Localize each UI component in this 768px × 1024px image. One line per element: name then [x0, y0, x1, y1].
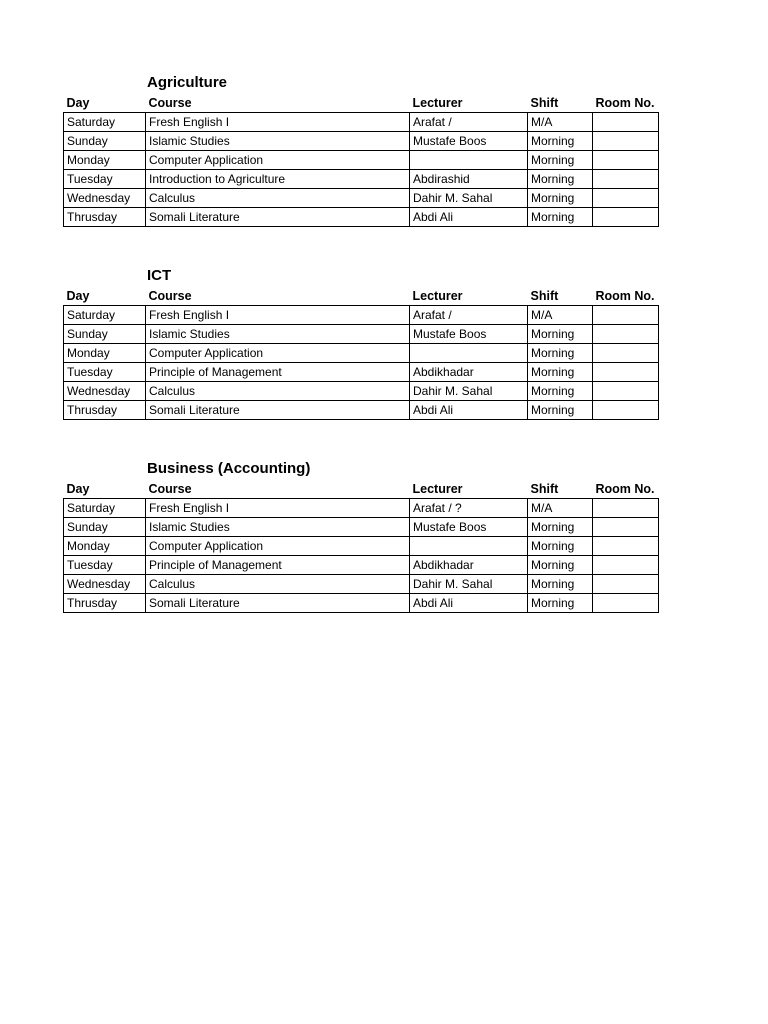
cell-room: [593, 537, 659, 556]
table-row: [64, 306, 659, 325]
cell-day: Tuesday: [64, 556, 146, 575]
header-day: Day: [64, 94, 146, 113]
cell-day: Monday: [64, 537, 146, 556]
cell-day: Monday: [64, 151, 146, 170]
header-lecturer: Lecturer: [410, 480, 528, 499]
cell-room: [593, 575, 659, 594]
cell-course: Introduction to Agriculture: [146, 170, 410, 189]
header-room: Room No.: [593, 480, 659, 499]
cell-course: Computer Application: [146, 151, 410, 170]
table-row: [64, 363, 659, 382]
cell-lecturer: [410, 537, 528, 556]
header-course: Course: [146, 94, 410, 113]
cell-lecturer: Abdirashid: [410, 170, 528, 189]
cell-shift: Morning: [528, 594, 593, 613]
cell-course: Computer Application: [146, 344, 410, 363]
header-day: Day: [64, 480, 146, 499]
cell-lecturer: Mustafe Boos: [410, 132, 528, 151]
cell-day: Wednesday: [64, 189, 146, 208]
cell-shift: M/A: [528, 113, 593, 132]
cell-course: Calculus: [146, 382, 410, 401]
cell-lecturer: Arafat / ?: [410, 499, 528, 518]
cell-lecturer: Abdi Ali: [410, 401, 528, 420]
header-day: Day: [64, 287, 146, 306]
cell-day: Sunday: [64, 132, 146, 151]
cell-day: Thrusday: [64, 594, 146, 613]
cell-shift: Morning: [528, 151, 593, 170]
cell-shift: M/A: [528, 499, 593, 518]
table-header-row: [64, 94, 659, 113]
section-title: Agriculture: [147, 74, 228, 91]
cell-course: Calculus: [146, 575, 410, 594]
cell-lecturer: Dahir M. Sahal: [410, 575, 528, 594]
cell-day: Thrusday: [64, 401, 146, 420]
cell-course: Islamic Studies: [146, 325, 410, 344]
schedule-table: [63, 287, 659, 420]
cell-course: Somali Literature: [146, 208, 410, 227]
cell-room: [593, 306, 659, 325]
cell-lecturer: Arafat /: [410, 306, 528, 325]
cell-lecturer: Arafat /: [410, 113, 528, 132]
header-shift: Shift: [528, 94, 593, 113]
table-row: [64, 382, 659, 401]
cell-day: Wednesday: [64, 382, 146, 401]
cell-shift: Morning: [528, 363, 593, 382]
cell-day: Wednesday: [64, 575, 146, 594]
cell-course: Somali Literature: [146, 401, 410, 420]
cell-day: Saturday: [64, 499, 146, 518]
cell-lecturer: Abdi Ali: [410, 594, 528, 613]
cell-day: Tuesday: [64, 170, 146, 189]
cell-course: Fresh English I: [146, 499, 410, 518]
cell-room: [593, 208, 659, 227]
cell-lecturer: Abdikhadar: [410, 556, 528, 575]
cell-lecturer: Dahir M. Sahal: [410, 189, 528, 208]
cell-course: Islamic Studies: [146, 132, 410, 151]
cell-day: Saturday: [64, 113, 146, 132]
cell-room: [593, 170, 659, 189]
schedule-table: [63, 94, 659, 227]
cell-course: Principle of Management: [146, 556, 410, 575]
cell-course: Fresh English I: [146, 113, 410, 132]
section-title: ICT: [147, 267, 172, 284]
cell-room: [593, 132, 659, 151]
cell-room: [593, 189, 659, 208]
header-course: Course: [146, 287, 410, 306]
cell-shift: Morning: [528, 132, 593, 151]
header-lecturer: Lecturer: [410, 287, 528, 306]
cell-shift: Morning: [528, 575, 593, 594]
cell-course: Somali Literature: [146, 594, 410, 613]
cell-lecturer: Abdi Ali: [410, 208, 528, 227]
cell-day: Sunday: [64, 325, 146, 344]
cell-room: [593, 401, 659, 420]
cell-shift: Morning: [528, 537, 593, 556]
cell-shift: Morning: [528, 189, 593, 208]
cell-course: Computer Application: [146, 537, 410, 556]
table-row: [64, 132, 659, 151]
cell-room: [593, 594, 659, 613]
cell-day: Tuesday: [64, 363, 146, 382]
cell-shift: Morning: [528, 401, 593, 420]
table-row: [64, 556, 659, 575]
cell-course: Islamic Studies: [146, 518, 410, 537]
table-row: [64, 401, 659, 420]
cell-room: [593, 518, 659, 537]
table-row: [64, 499, 659, 518]
table-row: [64, 537, 659, 556]
header-lecturer: Lecturer: [410, 94, 528, 113]
cell-shift: Morning: [528, 325, 593, 344]
cell-course: Principle of Management: [146, 363, 410, 382]
cell-course: Fresh English I: [146, 306, 410, 325]
header-shift: Shift: [528, 480, 593, 499]
table-row: [64, 151, 659, 170]
cell-lecturer: Abdikhadar: [410, 363, 528, 382]
cell-day: Sunday: [64, 518, 146, 537]
cell-shift: Morning: [528, 208, 593, 227]
table-header-row: [64, 480, 659, 499]
header-room: Room No.: [593, 94, 659, 113]
cell-shift: Morning: [528, 344, 593, 363]
cell-lecturer: Mustafe Boos: [410, 325, 528, 344]
cell-shift: M/A: [528, 306, 593, 325]
cell-day: Saturday: [64, 306, 146, 325]
table-header-row: [64, 287, 659, 306]
cell-shift: Morning: [528, 556, 593, 575]
cell-room: [593, 499, 659, 518]
table-row: [64, 113, 659, 132]
cell-room: [593, 151, 659, 170]
cell-day: Thrusday: [64, 208, 146, 227]
cell-lecturer: [410, 344, 528, 363]
cell-shift: Morning: [528, 170, 593, 189]
cell-shift: Morning: [528, 382, 593, 401]
cell-day: Monday: [64, 344, 146, 363]
cell-lecturer: Mustafe Boos: [410, 518, 528, 537]
cell-room: [593, 325, 659, 344]
cell-room: [593, 363, 659, 382]
table-row: [64, 325, 659, 344]
table-row: [64, 575, 659, 594]
header-course: Course: [146, 480, 410, 499]
cell-room: [593, 344, 659, 363]
table-row: [64, 594, 659, 613]
table-row: [64, 189, 659, 208]
section-title: Business (Accounting): [147, 460, 311, 477]
cell-room: [593, 556, 659, 575]
cell-course: Calculus: [146, 189, 410, 208]
table-row: [64, 344, 659, 363]
cell-shift: Morning: [528, 518, 593, 537]
table-row: [64, 518, 659, 537]
cell-room: [593, 382, 659, 401]
cell-lecturer: [410, 151, 528, 170]
cell-room: [593, 113, 659, 132]
table-row: [64, 170, 659, 189]
cell-lecturer: Dahir M. Sahal: [410, 382, 528, 401]
header-shift: Shift: [528, 287, 593, 306]
table-row: [64, 208, 659, 227]
header-room: Room No.: [593, 287, 659, 306]
schedule-table: [63, 480, 659, 613]
